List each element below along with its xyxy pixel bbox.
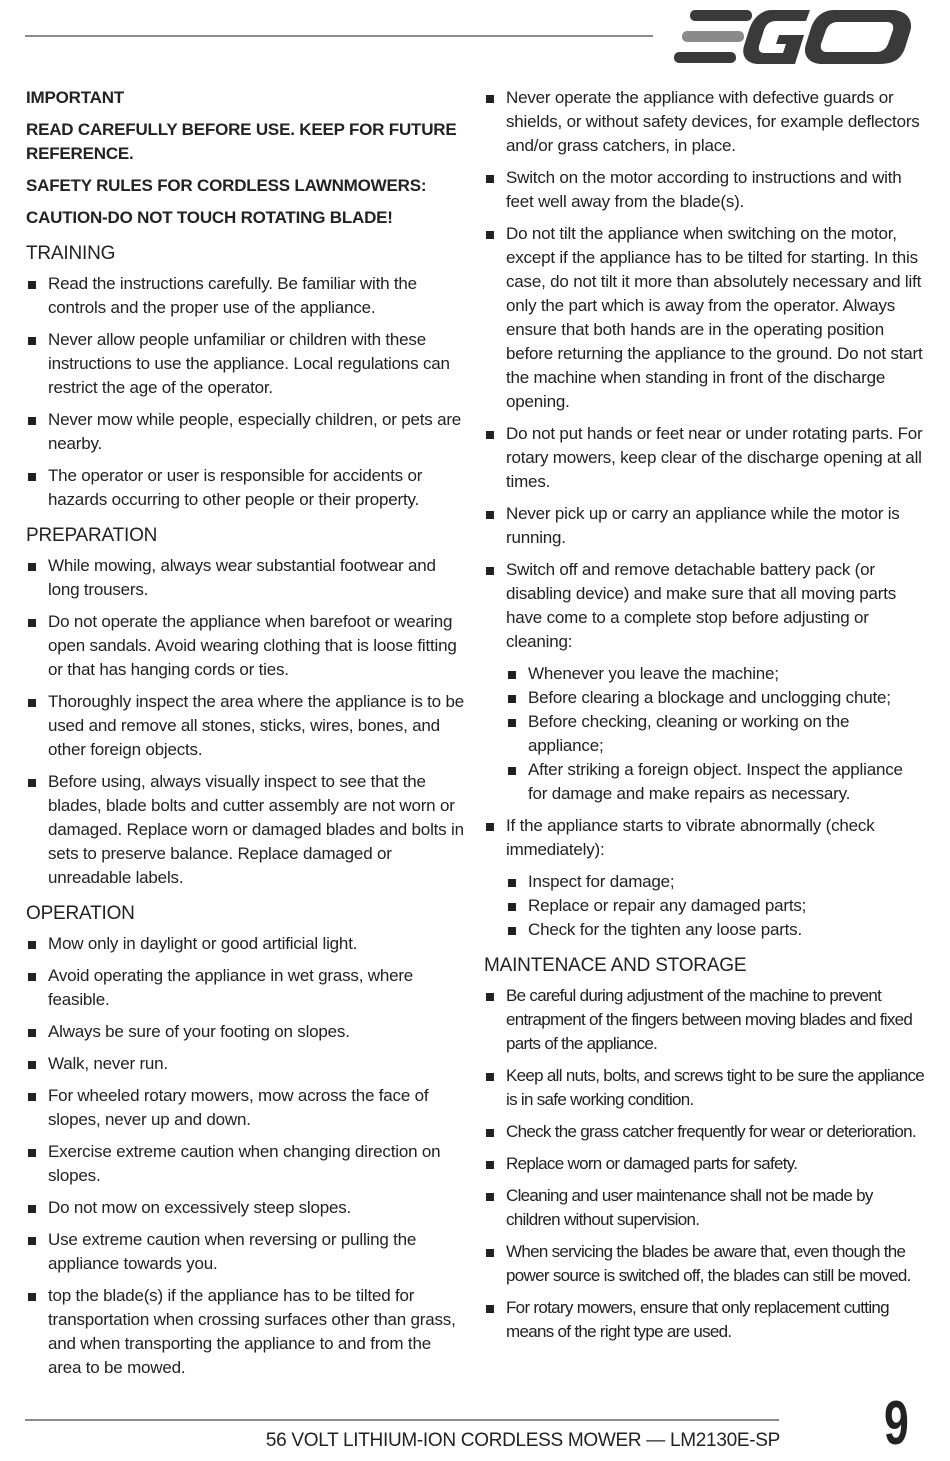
read-carefully-notice: READ CAREFULLY BEFORE USE. KEEP FOR FUTURE REFERENCE. <box>26 120 457 163</box>
list-item: Keep all nuts, bolts, and screws tight to be sure the appliance is in safe working condition. <box>484 1064 924 1112</box>
sub-list-item: Inspect for damage; <box>506 870 924 894</box>
switch-off-text: Switch off and remove detachable battery pack (or disabling device) and make sure that all moving parts have come to a complete stop before adjusting or cleaning: <box>506 560 897 651</box>
list-item: Do not put hands or feet near or under rotating parts. For rotary mowers, keep clear of the discharge opening at all times. <box>484 422 924 494</box>
list-item: Use extreme caution when reversing or pulling the appliance towards you. <box>26 1228 466 1276</box>
important-label: IMPORTANT <box>26 88 124 107</box>
list-item: Before using, always visually inspect to see that the blades, blade bolts and cutter assembly are not worn or damaged. Replace worn or damaged blades and bolts in sets to preserve balance. Replace damaged or unreadable labels. <box>26 770 466 890</box>
list-item: Do not operate the appliance when barefoot or wearing open sandals. Avoid wearing clothing that is loose fitting or that has hanging cords or ties. <box>26 610 466 682</box>
footer-product-title: 56 VOLT LITHIUM-ION CORDLESS MOWER — LM2130E-SP <box>265 1430 780 1451</box>
list-item: Avoid operating the appliance in wet grass, where feasible. <box>26 964 466 1012</box>
list-item: Replace worn or damaged parts for safety. <box>484 1152 924 1176</box>
list-item: Mow only in daylight or good artificial light. <box>26 932 466 956</box>
caution-notice: CAUTION-DO NOT TOUCH ROTATING BLADE! <box>26 208 393 227</box>
maintenance-heading: MAINTENACE AND STORAGE <box>484 955 747 976</box>
list-item: For rotary mowers, ensure that only replacement cutting means of the right type are used. <box>484 1296 924 1344</box>
list-item: While mowing, always wear substantial footwear and long trousers. <box>26 554 466 602</box>
list-item: Never mow while people, especially children, or pets are nearby. <box>26 408 466 456</box>
list-item: The operator or user is responsible for accidents or hazards occurring to other people or their property. <box>26 464 466 512</box>
sub-list-item: After striking a foreign object. Inspect the appliance for damage and make repairs as necessary. <box>506 758 924 806</box>
vibrate-text: If the appliance starts to vibrate abnormally (check immediately): <box>506 816 875 859</box>
vibrate-sublist <box>506 870 924 942</box>
list-item: Thoroughly inspect the area where the appliance is to be used and remove all stones, sticks, wires, bones, and other foreign objects. <box>26 690 466 762</box>
sub-list-item: Check for the tighten any loose parts. <box>506 918 924 942</box>
list-item: Do not tilt the appliance when switching on the motor, except if the appliance has to be tilted for starting. In this case, do not tilt it more than absolutely necessary and lift only the part which is away from the operator. Always ensure that both hands are in the operating position before returning the appliance to the ground. Do not start the machine when standing in front of the discharge opening. <box>484 222 924 414</box>
list-item: Do not mow on excessively steep slopes. <box>26 1196 466 1220</box>
list-item: top the blade(s) if the appliance has to be tilted for transportation when crossing surfaces other than grass, and when transporting the appliance to and from the area to be mowed. <box>26 1284 466 1380</box>
list-item: For wheeled rotary mowers, mow across the face of slopes, never up and down. <box>26 1084 466 1132</box>
sub-list-item: Whenever you leave the machine; <box>506 662 924 686</box>
list-item: Exercise extreme caution when changing direction on slopes. <box>26 1140 466 1188</box>
header-rule <box>25 35 653 37</box>
list-item <box>484 558 924 806</box>
list-item: Walk, never run. <box>26 1052 466 1076</box>
preparation-list <box>26 554 466 890</box>
left-column <box>26 86 466 1388</box>
list-item: Never pick up or carry an appliance while the motor is running. <box>484 502 924 550</box>
maintenance-list <box>484 984 924 1344</box>
list-item: When servicing the blades be aware that, even though the power source is switched off, the blades can still be moved. <box>484 1240 924 1288</box>
preparation-heading: PREPARATION <box>26 525 158 546</box>
list-item: Read the instructions carefully. Be familiar with the controls and the proper use of the appliance. <box>26 272 466 320</box>
sub-list-item: Before clearing a blockage and unclogging chute; <box>506 686 924 710</box>
list-item: Never operate the appliance with defective guards or shields, or without safety devices, for example deflectors and/or grass catchers, in place. <box>484 86 924 158</box>
training-list <box>26 272 466 512</box>
sub-list-item: Before checking, cleaning or working on the appliance; <box>506 710 924 758</box>
operation-list <box>26 932 466 1380</box>
right-column <box>484 86 924 1352</box>
list-item <box>484 814 924 942</box>
safety-rules-heading: SAFETY RULES FOR CORDLESS LAWNMOWERS: <box>26 176 427 195</box>
training-heading: TRAINING <box>26 243 116 264</box>
list-item: Always be sure of your footing on slopes. <box>26 1020 466 1044</box>
ego-logo <box>672 8 916 66</box>
page-number: 9 <box>884 1389 909 1458</box>
list-item: Cleaning and user maintenance shall not be made by children without supervision. <box>484 1184 924 1232</box>
operation-continued-list <box>484 86 924 942</box>
switch-off-sublist <box>506 662 924 806</box>
operation-heading: OPERATION <box>26 903 135 924</box>
list-item: Never allow people unfamiliar or children with these instructions to use the appliance. Local regulations can restrict the age of the operator. <box>26 328 466 400</box>
footer-rule <box>25 1419 779 1421</box>
list-item: Check the grass catcher frequently for wear or deterioration. <box>484 1120 924 1144</box>
sub-list-item: Replace or repair any damaged parts; <box>506 894 924 918</box>
list-item: Be careful during adjustment of the machine to prevent entrapment of the fingers between moving blades and fixed parts of the appliance. <box>484 984 924 1056</box>
list-item: Switch on the motor according to instructions and with feet well away from the blade(s). <box>484 166 924 214</box>
